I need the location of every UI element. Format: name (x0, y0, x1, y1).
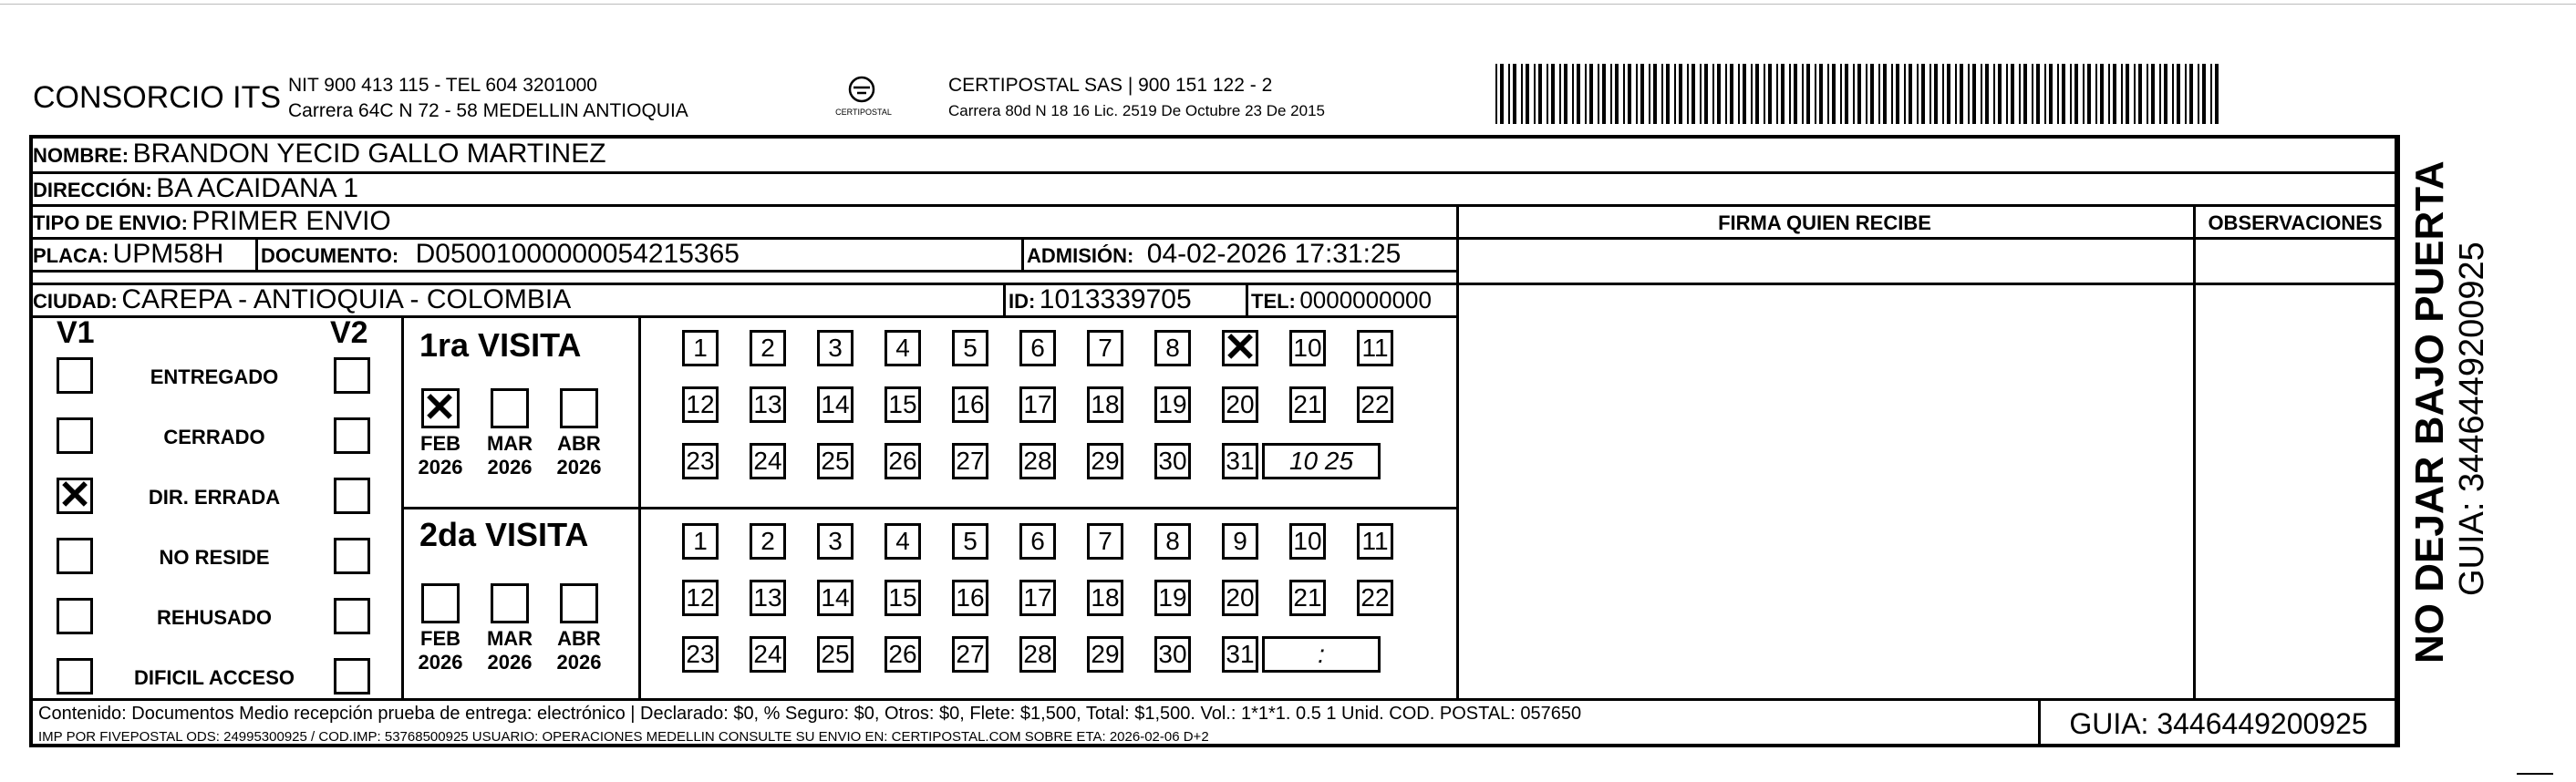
status-v1-checkbox[interactable] (57, 598, 93, 634)
barcode-bar (2126, 64, 2129, 124)
status-v2-checkbox[interactable] (334, 417, 370, 454)
visit2-day-box[interactable]: 6 (1019, 523, 1056, 560)
barcode-bar (1909, 64, 1912, 124)
visit1-day-box[interactable]: 30 (1154, 443, 1191, 479)
barcode-bar (2210, 64, 2212, 124)
barcode-bar (1776, 64, 1778, 124)
visit1-time-box[interactable]: 10 25 (1262, 443, 1381, 479)
visit2-day-box[interactable]: 11 (1357, 523, 1393, 560)
barcode-bar (1640, 64, 1644, 124)
barcode-bar (1878, 64, 1880, 124)
row-line (29, 698, 2400, 701)
visit2-month-label: ABR (557, 627, 601, 650)
barcode-bar (1968, 64, 1970, 124)
certipostal-logo (830, 71, 894, 126)
company-line1: NIT 900 413 115 - TEL 604 3201000 (288, 75, 597, 96)
col-line (1021, 237, 1024, 270)
visit1-day-box[interactable]: 14 (817, 386, 853, 423)
visit1-day-box[interactable]: 4 (885, 330, 921, 366)
visit2-day-box[interactable]: 13 (750, 580, 786, 616)
visit1-day-box[interactable]: 1 (682, 330, 719, 366)
status-option-label: CERRADO (163, 426, 265, 448)
barcode-bar (2177, 64, 2180, 124)
barcode-bar (1602, 64, 1606, 124)
barcode-bar (1725, 64, 1727, 124)
visit2-month-checkbox[interactable] (421, 583, 460, 623)
nombre-value: BRANDON YECID GALLO MARTINEZ (132, 139, 606, 169)
barcode-bar (2215, 64, 2219, 124)
barcode-bar (1730, 64, 1733, 124)
barcode-bar (1845, 64, 1848, 124)
visit2-day-box[interactable]: 29 (1087, 636, 1123, 673)
status-v2-checkbox[interactable] (334, 478, 370, 514)
barcode-bar (1751, 64, 1753, 124)
barcode-bar (1738, 64, 1740, 124)
visit1-day-box[interactable]: 27 (952, 443, 988, 479)
visit2-day-box[interactable]: 15 (885, 580, 921, 616)
visit2-month-checkbox[interactable] (491, 583, 529, 623)
visit2-day-box[interactable]: 25 (817, 636, 853, 673)
barcode-bar (1794, 64, 1797, 124)
barcode-bar (1853, 64, 1855, 124)
barcode-bar (1857, 64, 1861, 124)
visit2-day-box[interactable]: 27 (952, 636, 988, 673)
visit2-year-label: 2026 (487, 651, 533, 674)
visit2-day-box[interactable]: 3 (817, 523, 853, 560)
barcode-bar (1832, 64, 1836, 124)
admision-label: ADMISIÓN: (1027, 244, 1134, 267)
visit2-day-box[interactable]: 14 (817, 580, 853, 616)
visit1-day-box[interactable]: 24 (750, 443, 786, 479)
barcode-bar (2032, 64, 2033, 124)
barcode-bar (2074, 64, 2078, 124)
barcode-bar (1806, 64, 1810, 124)
id-row (1009, 284, 1192, 315)
barcode-bar (1802, 64, 1804, 124)
status-v2-checkbox[interactable] (334, 658, 370, 695)
barcode-bar (2095, 64, 2097, 124)
status-v1-checkbox[interactable] (57, 538, 93, 574)
visit2-day-box[interactable]: 19 (1154, 580, 1191, 616)
barcode-bar (2151, 64, 2155, 124)
visit2-day-box[interactable]: 16 (952, 580, 988, 616)
side-guia: GUIA: 3446449200925 (2453, 242, 2491, 596)
visit1-day-box[interactable]: 7 (1087, 330, 1123, 366)
barcode-bar (2070, 64, 2072, 124)
status-v1-checkbox[interactable] (57, 417, 93, 454)
barcode-bar (1636, 64, 1638, 124)
barcode-bar (1819, 64, 1823, 124)
col-line (638, 315, 641, 699)
barcode-bar (1559, 64, 1561, 124)
side-warning: NO DEJAR BAJO PUERTA (2407, 160, 2452, 664)
visit1-day-box[interactable]: 3 (817, 330, 853, 366)
visit1-checked-month-mark: ✕ (422, 386, 457, 430)
barcode-bar (1534, 64, 1536, 124)
barcode-bar (1589, 64, 1593, 124)
barcode-bar (2083, 64, 2085, 124)
barcode-bar (1891, 64, 1893, 124)
status-v2-checkbox[interactable] (334, 598, 370, 634)
visit2-day-box[interactable]: 21 (1289, 580, 1326, 616)
visit1-title: 1ra VISITA (419, 326, 582, 364)
barcode-bar (1870, 64, 1874, 124)
visit2-day-box[interactable]: 1 (682, 523, 719, 560)
barcode-bar (1827, 64, 1829, 124)
documento-row (261, 239, 740, 270)
barcode-bar (1866, 64, 1867, 124)
visit1-day-box[interactable]: 22 (1357, 386, 1393, 423)
visit2-day-box[interactable]: 26 (885, 636, 921, 673)
documento-label: DOCUMENTO: (261, 244, 399, 267)
barcode-bar (1981, 64, 1982, 124)
barcode-bar (1513, 64, 1516, 124)
status-v1-checkbox[interactable] (57, 357, 93, 394)
visit2-day-box[interactable]: 22 (1357, 580, 1393, 616)
logo-text: CERTIPOSTAL (835, 108, 892, 117)
tipo-label: TIPO DE ENVIO: (33, 211, 188, 234)
visit1-day-box[interactable]: 23 (682, 443, 719, 479)
barcode-bar (1666, 64, 1670, 124)
tel-label: TEL: (1251, 290, 1296, 313)
barcode-bar (1840, 64, 1842, 124)
barcode-bar (2202, 64, 2206, 124)
visit2-day-box[interactable]: 8 (1154, 523, 1191, 560)
barcode-bar (1526, 64, 1529, 124)
visit1-day-box[interactable]: 26 (885, 443, 921, 479)
row-line (29, 270, 1457, 273)
barcode-bar (1764, 64, 1765, 124)
visit2-day-box[interactable]: 5 (952, 523, 988, 560)
visit1-year-label: 2026 (556, 456, 602, 478)
barcode-bar (1508, 64, 1510, 124)
barcode-bar (2113, 64, 2116, 124)
ciudad-value: CAREPA - ANTIOQUIA - COLOMBIA (121, 284, 572, 314)
barcode-bar (2023, 64, 2027, 124)
barcode-bar (1610, 64, 1612, 124)
visit2-day-box[interactable]: 2 (750, 523, 786, 560)
barcode-bar (2185, 64, 2187, 124)
status-option-label: NO RESIDE (159, 546, 270, 569)
postal-line1: CERTIPOSTAL SAS | 900 151 122 - 2 (948, 75, 1273, 96)
col-line (2395, 135, 2397, 747)
barcode-bar (1921, 64, 1925, 124)
col-line (2038, 698, 2041, 747)
visit1-day-box[interactable]: 18 (1087, 386, 1123, 423)
visit1-month-label: FEB (420, 432, 460, 455)
visit1-month-checkbox[interactable] (560, 388, 598, 428)
footer-guia: GUIA: 3446449200925 (2069, 707, 2368, 740)
tipo-value: PRIMER ENVIO (191, 206, 391, 236)
barcode-bar (2138, 64, 2142, 124)
visit1-day-box[interactable]: 2 (750, 330, 786, 366)
barcode-bar (1521, 64, 1523, 124)
barcode-bar (2044, 64, 2046, 124)
status-v2-checkbox[interactable] (334, 538, 370, 574)
visit1-day-box[interactable]: 21 (1289, 386, 1326, 423)
company-name: CONSORCIO ITS (33, 80, 282, 115)
visit2-month-label: FEB (420, 627, 460, 650)
barcode-bar (1960, 64, 1963, 124)
visit2-title: 2da VISITA (419, 516, 589, 553)
barcode-bar (1572, 64, 1574, 124)
col-line (401, 315, 404, 699)
admision-row (1027, 239, 1401, 270)
barcode (1495, 64, 2220, 124)
barcode-bar (1704, 64, 1708, 124)
barcode-bar (2011, 64, 2014, 124)
visit1-day-box[interactable]: 19 (1154, 386, 1191, 423)
footer-line1: Contenido: Documentos Medio recepción prueba de entrega: electrónico | Declarado: $0, % Seguro: $0, Otros: $0, Flete: $1,500, Total: $1,500. Vol.: 1*1*1. 0.5 1 Unid. COD. POSTAL: 057650 (38, 704, 1582, 724)
barcode-bar (2087, 64, 2091, 124)
visit1-day-box[interactable]: 5 (952, 330, 988, 366)
row-line (401, 507, 1457, 509)
col-line (2193, 204, 2196, 699)
col-line (1003, 283, 1006, 315)
visit2-day-box[interactable]: 23 (682, 636, 719, 673)
row-line (29, 315, 1457, 318)
row-line (29, 171, 2400, 174)
visit1-month-label: MAR (486, 432, 533, 455)
visit2-day-box[interactable]: 17 (1019, 580, 1056, 616)
visit1-month-checkbox[interactable] (491, 388, 529, 428)
col-line (1246, 283, 1248, 315)
barcode-bar (1947, 64, 1950, 124)
col-line (255, 237, 258, 270)
visit1-day-box[interactable]: 8 (1154, 330, 1191, 366)
id-label: ID: (1009, 290, 1036, 313)
visit2-time-box[interactable]: : (1262, 636, 1381, 673)
barcode-bar (2057, 64, 2059, 124)
visit1-year-label: 2026 (487, 456, 533, 478)
barcode-bar (1942, 64, 1944, 124)
barcode-bar (2006, 64, 2008, 124)
tel-value: 0000000000 (1299, 286, 1432, 314)
visit2-day-box[interactable]: 9 (1222, 523, 1258, 560)
barcode-bar (1577, 64, 1580, 124)
barcode-bar (1653, 64, 1657, 124)
visit1-day-box[interactable]: 12 (682, 386, 719, 423)
barcode-bar (1564, 64, 1567, 124)
barcode-bar (2049, 64, 2053, 124)
barcode-bar (1500, 64, 1504, 124)
postal-line2: Carrera 80d N 18 16 Lic. 2519 De Octubre 23 De 2015 (948, 102, 1325, 119)
barcode-bar (1717, 64, 1721, 124)
ciudad-label: CIUDAD: (33, 290, 118, 313)
barcode-bar (1538, 64, 1542, 124)
footer-line2: IMP POR FIVEPOSTAL ODS: 24995300925 / COD.IMP: 53768500925 USUARIO: OPERACIONES MEDELLIN CONSULTE SU ENVIO EN: CERTIPOSTAL.COM SOBRE ETA: 2026-02-06 D+2 (38, 729, 1209, 745)
barcode-bar (1547, 64, 1548, 124)
visit1-day-box[interactable]: 13 (750, 386, 786, 423)
visit2-day-box[interactable]: 28 (1019, 636, 1056, 673)
visit1-day-box[interactable]: 6 (1019, 330, 1056, 366)
status-option-label: DIFICIL ACCESO (133, 666, 295, 689)
barcode-bar (1781, 64, 1785, 124)
barcode-bar (1661, 64, 1663, 124)
firma-header: FIRMA QUIEN RECIBE (1718, 211, 1931, 234)
status-option-label: ENTREGADO (150, 365, 279, 388)
barcode-bar (1955, 64, 1957, 124)
visit1-day-box[interactable]: 15 (885, 386, 921, 423)
barcode-bar (1993, 64, 1995, 124)
visit1-day-box[interactable]: 16 (952, 386, 988, 423)
visit1-checked-day-mark: ✕ (1223, 325, 1257, 370)
visit2-day-box[interactable]: 20 (1222, 580, 1258, 616)
barcode-bar (1628, 64, 1631, 124)
barcode-bar (2062, 64, 2065, 124)
barcode-bar (1985, 64, 1989, 124)
barcode-bar (1755, 64, 1759, 124)
barcode-bar (2198, 64, 2199, 124)
nombre-label: NOMBRE: (33, 144, 129, 167)
direccion-value: BA ACAIDANA 1 (156, 173, 359, 203)
barcode-bar (1929, 64, 1931, 124)
tipo-row (33, 206, 391, 237)
barcode-bar (2147, 64, 2148, 124)
barcode-bar (1598, 64, 1599, 124)
barcode-bar (1679, 64, 1682, 124)
barcode-bar (1934, 64, 1938, 124)
visit2-day-box[interactable]: 18 (1087, 580, 1123, 616)
status-v2-checkbox[interactable] (334, 357, 370, 394)
barcode-bar (1972, 64, 1976, 124)
status-option-label: DIR. ERRADA (148, 486, 281, 509)
barcode-bar (1585, 64, 1587, 124)
documento-value: D05001000000054215365 (415, 239, 740, 269)
barcode-bar (2108, 64, 2110, 124)
top-edge (0, 4, 2576, 5)
edge-mark (2517, 773, 2553, 775)
visit1-day-box[interactable]: 20 (1222, 386, 1258, 423)
barcode-bar (1712, 64, 1714, 124)
barcode-bar (1883, 64, 1887, 124)
id-value: 1013339705 (1039, 284, 1192, 314)
visit2-day-box[interactable]: 4 (885, 523, 921, 560)
observaciones-header: OBSERVACIONES (2208, 211, 2383, 234)
barcode-bar (1623, 64, 1625, 124)
visit1-year-label: 2026 (418, 456, 463, 478)
barcode-bar (1743, 64, 1746, 124)
visit2-year-label: 2026 (556, 651, 602, 674)
barcode-bar (1615, 64, 1619, 124)
barcode-bar (2036, 64, 2040, 124)
visit1-day-box[interactable]: 17 (1019, 386, 1056, 423)
visit2-day-box[interactable]: 12 (682, 580, 719, 616)
visit2-day-box[interactable]: 7 (1087, 523, 1123, 560)
barcode-bar (2159, 64, 2161, 124)
barcode-bar (1815, 64, 1816, 124)
barcode-bar (1691, 64, 1695, 124)
visit1-day-box[interactable]: 31 (1222, 443, 1258, 479)
barcode-bar (2189, 64, 2193, 124)
nombre-row (33, 139, 606, 170)
barcode-bar (1551, 64, 1555, 124)
barcode-bar (1789, 64, 1791, 124)
placa-row (33, 239, 223, 270)
barcode-bar (1917, 64, 1919, 124)
visit1-day-box[interactable]: 29 (1087, 443, 1123, 479)
barcode-bar (1700, 64, 1702, 124)
placa-label: PLACA: (33, 244, 109, 267)
visit1-day-box[interactable]: 25 (817, 443, 853, 479)
v2-label: V2 (330, 315, 368, 350)
direccion-row (33, 173, 358, 204)
barcode-bar (1495, 64, 1497, 124)
status-option-label: REHUSADO (157, 606, 272, 629)
visit2-month-checkbox[interactable] (560, 583, 598, 623)
barcode-bar (1687, 64, 1689, 124)
barcode-bar (1998, 64, 2002, 124)
barcode-bar (2121, 64, 2123, 124)
visit2-day-box[interactable]: 24 (750, 636, 786, 673)
barcode-bar (2134, 64, 2136, 124)
placa-value: UPM58H (112, 239, 224, 269)
tel-row (1251, 286, 1432, 314)
visit1-day-box[interactable]: 10 (1289, 330, 1326, 366)
ciudad-row (33, 284, 571, 315)
barcode-bar (1649, 64, 1650, 124)
col-line (1456, 204, 1459, 699)
visit1-month-label: ABR (557, 432, 601, 455)
visit2-day-box[interactable]: 10 (1289, 523, 1326, 560)
v1-label: V1 (57, 315, 95, 350)
barcode-bar (1904, 64, 1906, 124)
barcode-bar (1768, 64, 1772, 124)
company-line2: Carrera 64C N 72 - 58 MEDELLIN ANTIOQUIA (288, 100, 688, 121)
visit1-day-box[interactable]: 28 (1019, 443, 1056, 479)
barcode-bar (1674, 64, 1676, 124)
barcode-bar (2164, 64, 2167, 124)
visit2-year-label: 2026 (418, 651, 463, 674)
visit1-day-box[interactable]: 11 (1357, 330, 1393, 366)
admision-value: 04-02-2026 17:31:25 (1146, 239, 1402, 269)
barcode-bar (2019, 64, 2021, 124)
barcode-bar (2172, 64, 2174, 124)
visit2-day-box[interactable]: 31 (1222, 636, 1258, 673)
direccion-label: DIRECCIÓN: (33, 179, 152, 201)
v1-checked-mark: ✕ (57, 473, 92, 518)
visit2-month-label: MAR (486, 627, 533, 650)
barcode-bar (1896, 64, 1899, 124)
barcode-bar (2100, 64, 2104, 124)
visit2-day-box[interactable]: 30 (1154, 636, 1191, 673)
status-v1-checkbox[interactable] (57, 658, 93, 695)
